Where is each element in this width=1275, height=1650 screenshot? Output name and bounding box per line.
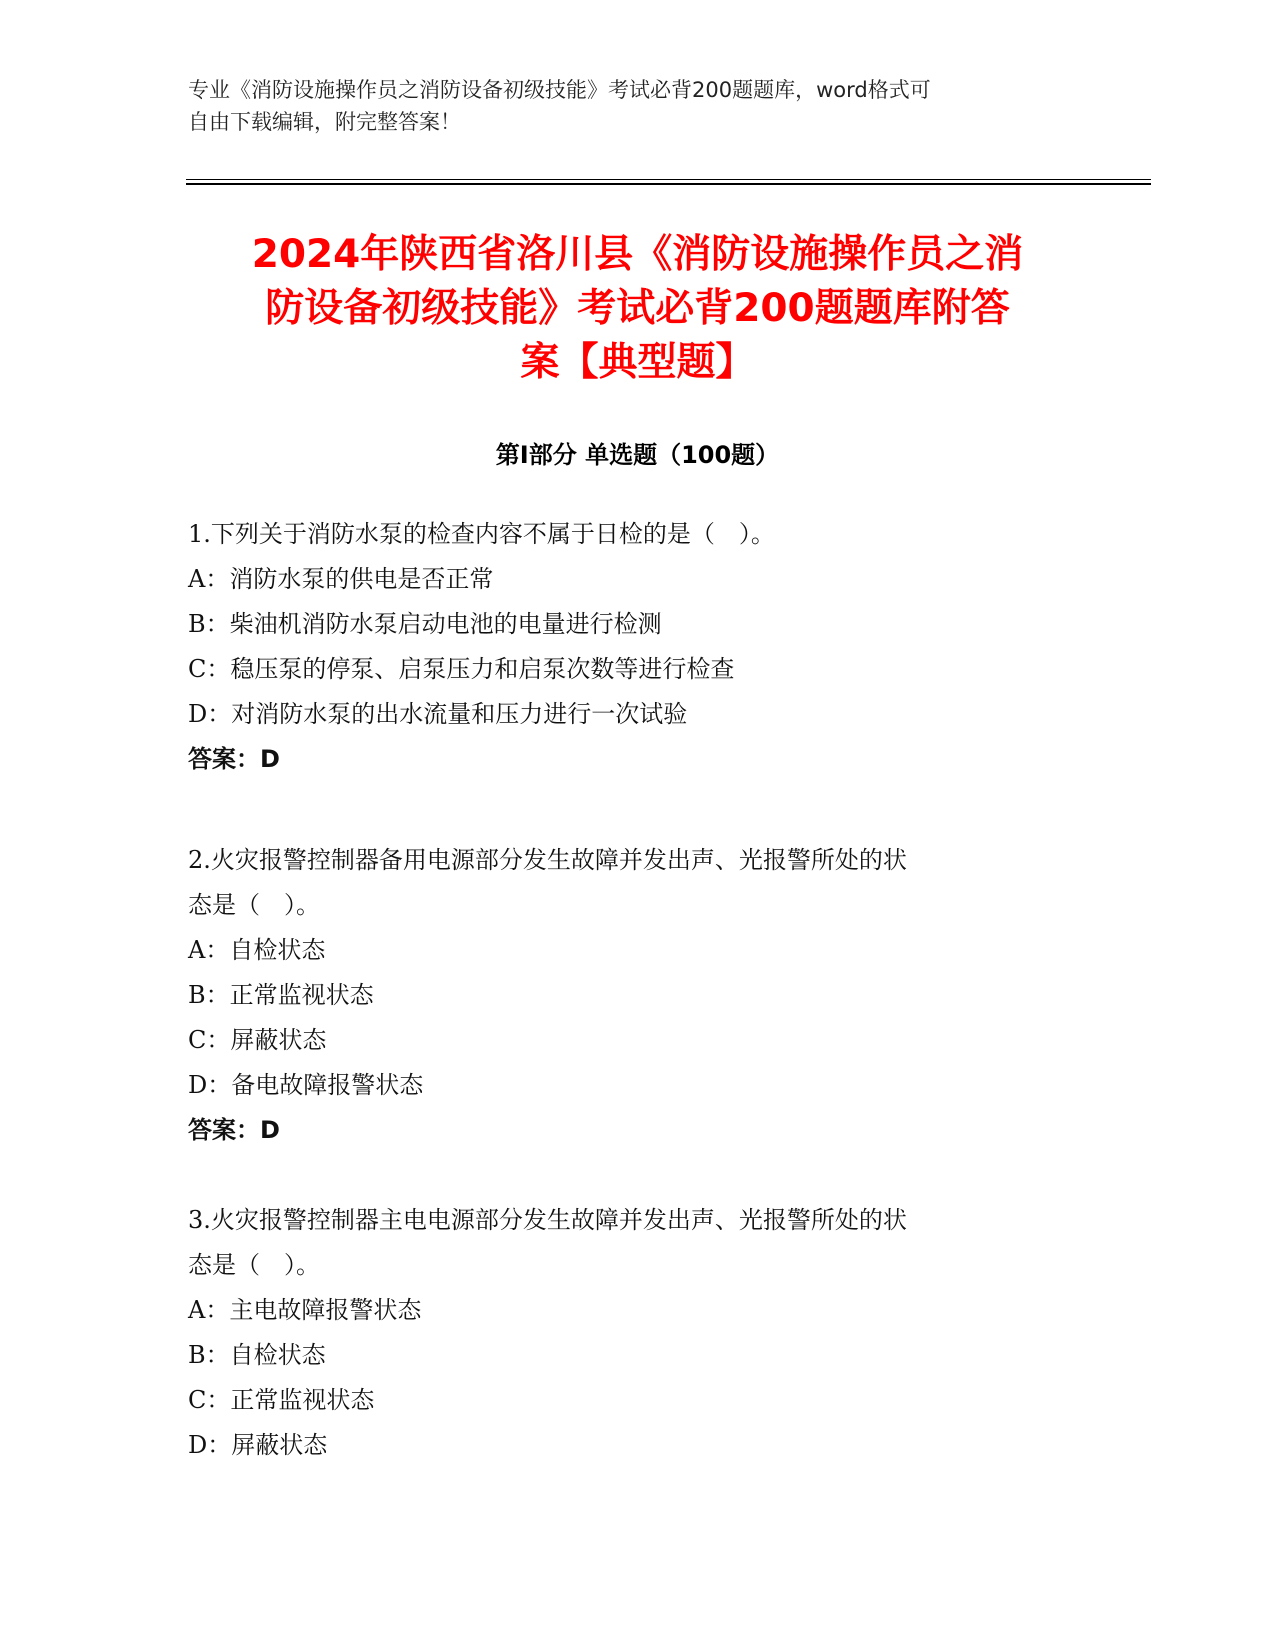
question-1 <box>188 512 1088 782</box>
question-stem-continued: 态是（ ）。 <box>188 1251 320 1279</box>
question-2 <box>188 838 1088 1153</box>
header-note-line: 专业《消防设施操作员之消防设备初级技能》考试必背200题题库，word格式可 <box>188 78 931 102</box>
option-c: C：稳压泵的停泵、启泵压力和启泵次数等进行检查 <box>188 655 735 683</box>
document-title-line: 2024年陕西省洛川县《消防设施操作员之消 <box>251 232 1024 277</box>
question-stem: 1.下列关于消防水泵的检查内容不属于日检的是（ ）。 <box>188 520 775 548</box>
option-b: B：自检状态 <box>188 1341 326 1369</box>
option-d: D：屏蔽状态 <box>188 1431 328 1459</box>
answer: 答案：D <box>188 1116 280 1144</box>
header-note-line: 自由下载编辑，附完整答案！ <box>188 110 461 134</box>
header-divider-thin <box>186 179 1151 180</box>
option-a: A：消防水泵的供电是否正常 <box>188 565 494 593</box>
option-c: C：屏蔽状态 <box>188 1026 327 1054</box>
header-note <box>188 74 1088 138</box>
option-d: D：备电故障报警状态 <box>188 1071 424 1099</box>
answer: 答案：D <box>188 745 280 773</box>
option-a: A：自检状态 <box>188 936 326 964</box>
header-divider-thick <box>186 183 1151 185</box>
question-stem: 2.火灾报警控制器备用电源部分发生故障并发出声、光报警所处的状 <box>188 846 907 874</box>
option-d: D：对消防水泵的出水流量和压力进行一次试验 <box>188 700 688 728</box>
option-a: A：主电故障报警状态 <box>188 1296 422 1324</box>
question-stem: 3.火灾报警控制器主电电源部分发生故障并发出声、光报警所处的状 <box>188 1206 907 1234</box>
option-b: B：正常监视状态 <box>188 981 374 1009</box>
question-3 <box>188 1198 1088 1468</box>
question-stem-continued: 态是（ ）。 <box>188 891 320 919</box>
document-title <box>150 228 1125 390</box>
section-heading: 第I部分 单选题（100题） <box>495 441 780 469</box>
option-b: B：柴油机消防水泵启动电池的电量进行检测 <box>188 610 662 638</box>
document-title-line: 防设备初级技能》考试必背200题题库附答 <box>265 286 1010 331</box>
document-title-line: 案【典型题】 <box>520 340 755 385</box>
option-c: C：正常监视状态 <box>188 1386 375 1414</box>
